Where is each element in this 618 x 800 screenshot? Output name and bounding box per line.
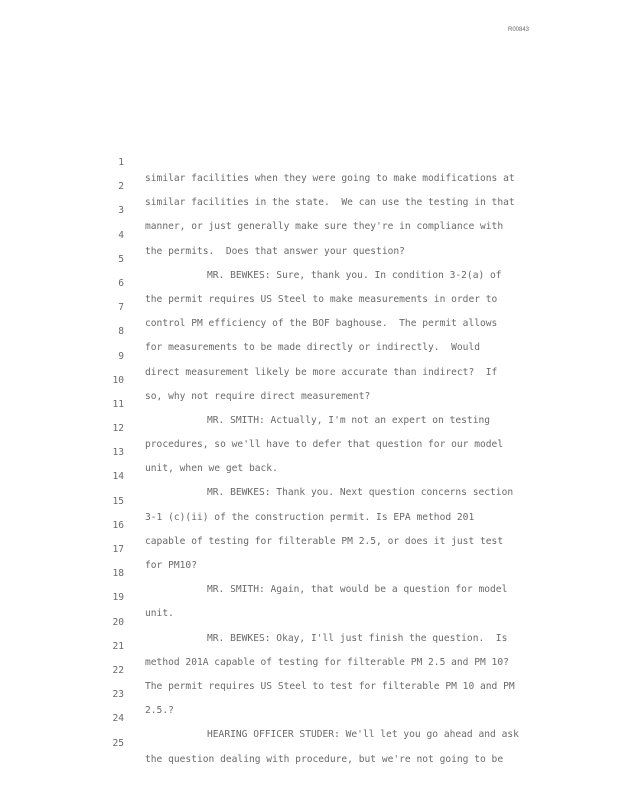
line-text: MR. BEWKES: Thank you. Next question concerns section xyxy=(207,487,514,499)
transcript-line xyxy=(0,478,618,523)
line-text: 2.5.? xyxy=(145,705,174,717)
transcript-line xyxy=(0,381,618,426)
transcript-line xyxy=(0,284,618,330)
line-text: the permit requires US Steel to make measurements in order to xyxy=(145,293,498,305)
line-text: procedures, so we'll have to defer that question for our model xyxy=(145,439,504,451)
line-text: method 201A capable of testing for filterable PM 2.5 and PM 10? xyxy=(145,656,509,668)
transcript-line xyxy=(0,357,618,402)
line-number: 6 xyxy=(118,277,124,289)
line-text: similar facilities in the state. We can use the testing in that xyxy=(145,197,515,209)
transcript-line xyxy=(0,429,618,475)
transcript-line xyxy=(0,623,618,668)
line-text: for PM10? xyxy=(145,560,197,571)
line-text: manner, or just generally make sure they're in compliance with xyxy=(145,221,504,233)
line-number: 3 xyxy=(118,205,124,217)
transcript-line xyxy=(0,139,618,184)
transcript-line xyxy=(0,671,618,717)
line-number: 2 xyxy=(118,181,124,193)
transcript-line xyxy=(0,502,618,547)
line-number: 14 xyxy=(112,471,124,483)
transcript-line xyxy=(0,574,618,620)
line-number: 22 xyxy=(112,664,124,676)
line-number: 4 xyxy=(118,229,124,241)
transcript-line xyxy=(0,720,618,765)
transcript-line xyxy=(0,647,618,692)
line-number: 13 xyxy=(112,447,124,459)
line-text: so, why not require direct measurement? xyxy=(145,390,371,402)
line-number: 15 xyxy=(112,495,124,507)
line-text: control PM efficiency of the BOF baghouse. The permit allows xyxy=(145,318,498,330)
line-text: for measurements to be made directly or indirectly. Would xyxy=(145,342,481,354)
line-number: 21 xyxy=(112,640,124,652)
transcript-line xyxy=(0,308,618,354)
line-text: The permit requires US Steel to test for filterable PM 10 and PM xyxy=(145,680,515,692)
line-text: MR. BEWKES: Okay, I'll just finish the question. Is xyxy=(207,632,508,644)
line-text: MR. SMITH: Actually, I'm not an expert on testing xyxy=(207,414,491,426)
line-text: MR. BEWKES: Sure, thank you. In condition 3-2(a) of xyxy=(207,269,502,281)
line-number: 18 xyxy=(112,568,124,580)
line-text: the question dealing with procedure, but we're not going to be xyxy=(145,753,504,765)
line-number: 20 xyxy=(112,616,124,628)
transcript-line xyxy=(0,163,618,209)
bates-number: R00843 xyxy=(508,27,530,33)
line-number: 16 xyxy=(112,519,124,531)
transcript-line xyxy=(0,212,618,257)
line-number: 24 xyxy=(112,713,124,725)
line-text: direct measurement likely be more accurate than indirect? If xyxy=(145,366,498,378)
transcript-line xyxy=(0,260,618,305)
line-text: HEARING OFFICER STUDER: We'll let you go ahead and ask xyxy=(207,729,519,741)
line-number: 10 xyxy=(112,374,124,386)
line-number: 17 xyxy=(112,544,124,555)
line-number: 9 xyxy=(118,350,124,362)
transcript-line xyxy=(0,405,618,451)
transcript-line xyxy=(0,599,618,644)
transcript-line xyxy=(0,453,618,499)
line-text: 3-1 (c)(ii) of the construction permit. Is EPA method 201 xyxy=(145,511,475,523)
line-text: capable of testing for filterable PM 2.5, or does it just test xyxy=(145,535,504,547)
line-text: similar facilities when they were going to make modifications at xyxy=(145,173,515,184)
line-number: 23 xyxy=(112,689,124,701)
line-text: the permits. Does that answer your question? xyxy=(145,245,405,257)
line-number: 19 xyxy=(112,592,124,604)
transcript-line xyxy=(0,695,618,741)
transcript-line xyxy=(0,236,618,281)
line-number: 7 xyxy=(118,302,124,314)
transcript-line xyxy=(0,550,618,596)
line-number: 12 xyxy=(112,423,124,435)
transcript-line xyxy=(0,187,618,233)
line-number: 8 xyxy=(118,326,124,338)
line-text: unit. xyxy=(145,608,174,620)
transcript-body xyxy=(0,139,618,765)
transcript-line xyxy=(0,333,618,378)
line-number: 11 xyxy=(112,398,124,410)
line-number: 5 xyxy=(118,253,124,265)
line-number: 1 xyxy=(118,157,124,168)
transcript-line xyxy=(0,526,618,571)
line-number: 25 xyxy=(112,737,124,749)
line-text: MR. SMITH: Again, that would be a question for model xyxy=(207,584,508,596)
line-text: unit, when we get back. xyxy=(145,463,278,475)
